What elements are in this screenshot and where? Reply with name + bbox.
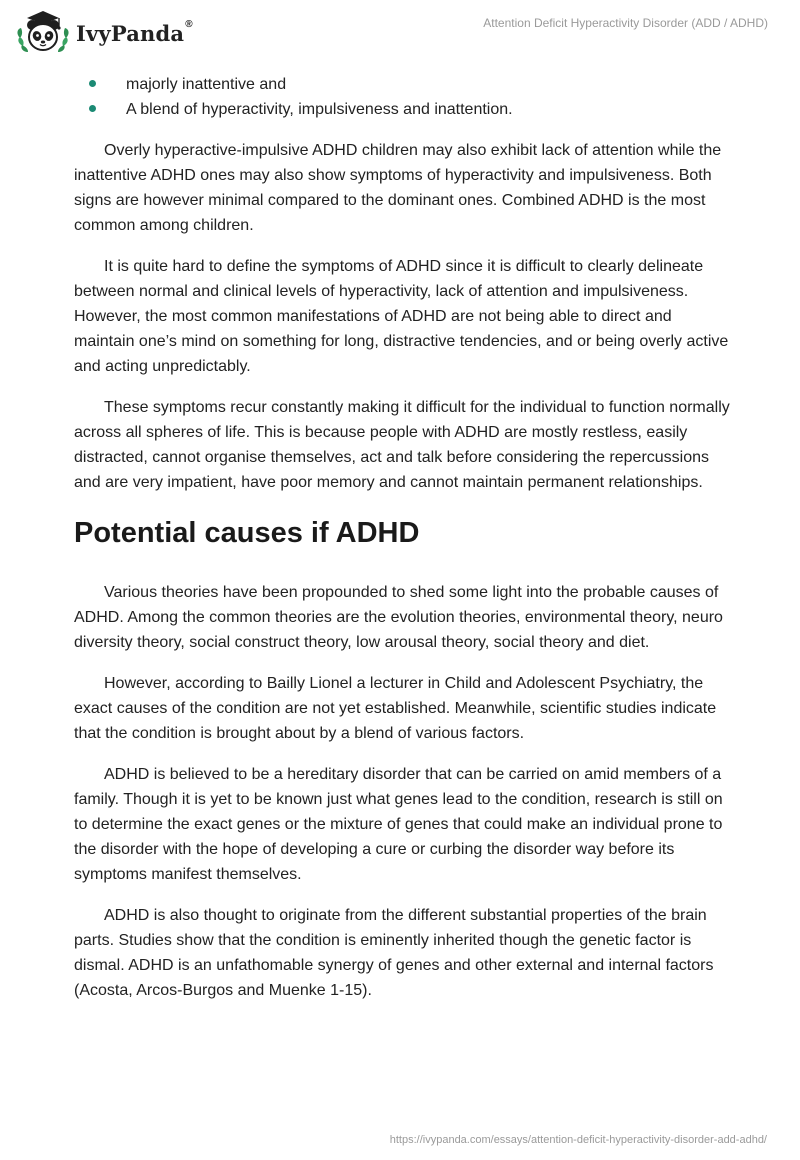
body-paragraph: Various theories have been propounded to shed some light into the probable causes of ADHD. Among the common theories are the evolution theories, environmental theory, neuro diversity theory, social construct theory, low arousal theory, social theory and diet.	[74, 584, 723, 651]
document-title: Attention Deficit Hyperactivity Disorder (ADD / ADHD)	[483, 16, 768, 30]
essay-content	[74, 72, 734, 1003]
body-paragraph: Overly hyperactive-impulsive ADHD children may also exhibit lack of attention while the inattentive ADHD ones may also show symptoms of hyperactivity and impulsiveness. Both signs are however minimal compared to the dominant ones. Combined ADHD is the most common among children.	[74, 142, 722, 234]
body-paragraph: ADHD is also thought to originate from the different substantial properties of the brain parts. Studies show that the condition is eminently inherited though the genetic factor is dismal. ADHD is an unfathomable synergy of genes and other external and internal factors (Acosta, Arcos-Burgos and Muenke 1-15).	[74, 907, 714, 999]
bullet-list	[74, 72, 734, 122]
bullet-icon	[89, 105, 96, 112]
body-paragraph: However, according to Bailly Lionel a lecturer in Child and Adolescent Psychiatry, the exact causes of the condition are not yet established. Meanwhile, scientific studies indicate that the condition is brought about by a blend of various factors.	[74, 675, 717, 742]
bullet-item	[74, 97, 734, 122]
body-paragraph: It is quite hard to define the symptoms of ADHD since it is difficult to clearly delineate between normal and clinical levels of hyperactivity, lack of attention and impulsiveness. However, the most common manifestations of ADHD are not being able to direct and maintain one’s mind on something for long, distractive tendencies, and or being overly active and acting unpredictably.	[74, 258, 729, 375]
bullet-text: majorly inattentive and	[126, 76, 287, 93]
registered-mark: ®	[185, 18, 193, 30]
body-paragraph: ADHD is believed to be a hereditary disorder that can be carried on amid members of a family. Though it is yet to be known just what genes lead to the condition, research is still on to determine the exact genes or the mixture of genes that could make an individual prone to the disorder with the hope of developing a cure or curbing the disorder way before its symptoms manifest themselves.	[74, 766, 723, 883]
section-heading: Potential causes if ADHD	[74, 517, 420, 549]
panda-graduate-icon	[14, 8, 72, 56]
source-url[interactable]: https://ivypanda.com/essays/attention-deficit-hyperactivity-disorder-add-adhd/	[389, 1134, 767, 1146]
brand-name	[76, 18, 193, 46]
bullet-icon	[89, 80, 96, 87]
body-paragraph: These symptoms recur constantly making it difficult for the individual to function normally across all spheres of life. This is because people with ADHD are mostly restless, easily distracted, cannot organise themselves, act and talk before considering the repercussions and are very impatient, have poor memory and cannot maintain permanent relationships.	[74, 399, 730, 491]
page-header	[0, 0, 800, 66]
brand-name-text: IvyPanda	[76, 20, 185, 46]
bullet-text: A blend of hyperactivity, impulsiveness and inattention.	[126, 101, 513, 118]
ivypanda-logo[interactable]	[14, 8, 193, 56]
bullet-item	[74, 72, 734, 97]
